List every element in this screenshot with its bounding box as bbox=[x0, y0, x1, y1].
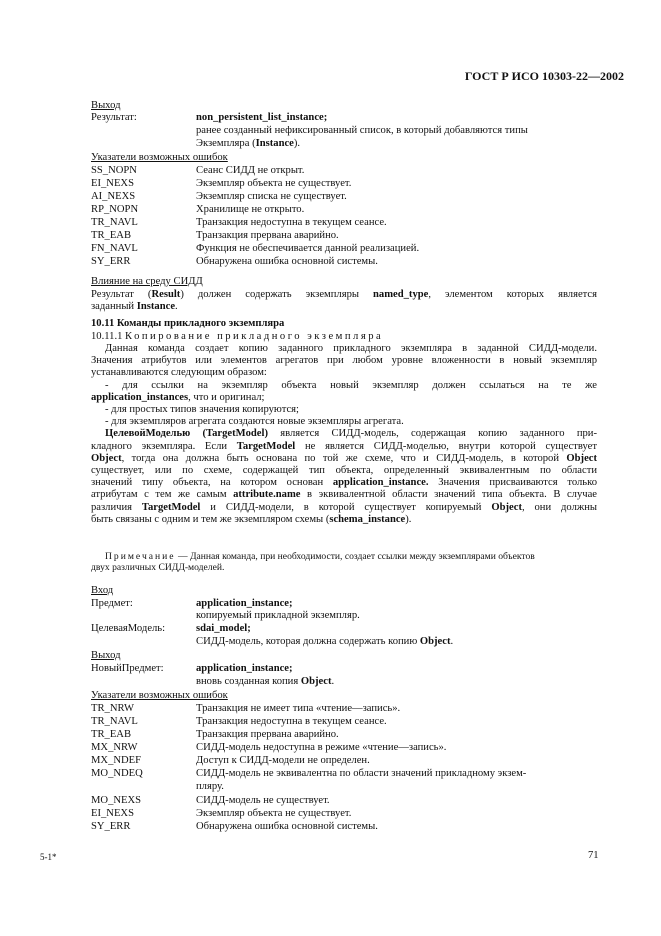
error-description: Транзакция недоступна в текущем сеансе. bbox=[196, 217, 387, 228]
error-description: Экземпляр объекта не существует. bbox=[196, 808, 352, 819]
output-heading: Выход bbox=[91, 100, 121, 111]
error-code: TR_EAB bbox=[91, 729, 132, 740]
error-description: Доступ к СИДД-модели не определен. bbox=[196, 755, 370, 766]
error-code: FN_NAVL bbox=[91, 243, 138, 254]
error-code: EI_NEXS bbox=[91, 178, 134, 189]
impact-heading: Влияние на среду СИДД bbox=[91, 276, 203, 287]
result-description: ранее созданный нефиксированный список, в который добавляются типы bbox=[196, 125, 528, 136]
result-value: non_persistent_list_instance; bbox=[196, 112, 328, 123]
subsection-title: 10.11.1 Копирование прикладного экземпляра bbox=[91, 331, 384, 342]
error-description: Транзакция прервана аварийно. bbox=[196, 230, 339, 241]
error-description: Транзакция недоступна в текущем сеансе. bbox=[196, 716, 387, 727]
error-description: Экземпляр объекта не существует. bbox=[196, 178, 352, 189]
error-code: SY_ERR bbox=[91, 821, 131, 832]
error-code: MX_NRW bbox=[91, 742, 138, 753]
error-code: AI_NEXS bbox=[91, 191, 136, 202]
target-model-value: sdai_model; bbox=[196, 623, 251, 634]
error-code: MO_NEXS bbox=[91, 795, 142, 806]
note: Примечание — Данная команда, при необходимости, создает ссылки между экземплярами объектов двух различных СИДД-моделей. bbox=[91, 551, 535, 574]
error-code: MO_NDEQ bbox=[91, 768, 143, 779]
error-description: Хранилище не открыто. bbox=[196, 204, 305, 215]
subject-value: application_instance; bbox=[196, 598, 293, 609]
error-description: СИДД-модель недоступна в режиме «чтение—запись». bbox=[196, 742, 447, 753]
error-code: TR_NAVL bbox=[91, 716, 138, 727]
error-code: SY_ERR bbox=[91, 256, 131, 267]
error-description: СИДД-модель не эквивалентна по области значений прикладному экзем- bbox=[196, 768, 527, 779]
error-code: RP_NOPN bbox=[91, 204, 139, 215]
error-description: Обнаружена ошибка основной системы. bbox=[196, 256, 378, 267]
error-code: TR_NAVL bbox=[91, 217, 138, 228]
body-text: Данная команда создает копию заданного прикладного экземпляра в заданной СИДД-модели. Значения атрибутов или элементов агрегатов при любом уровне вложенности в новый экземпляр устанавливаются следующим образом: - для ссылки на экземпляр объекта новый экземпляр должен ссылаться на те же application_instances, что и оригинал; - для простых типов значения копируются; - для экземпляров агрегата создаются новые экземпляры агрегата. ЦелевойМоделью (TargetModel) является СИДД-модель, содержащая копию заданного при- кладного экземпляра. Если TargetModel не является СИДД-моделью, внутри которой существует Object, тогда она должна быть основана по той же схеме, что и СИДД-модель, в которой Object существует, или по схеме, содержащей тип объекта, определенный эквивалентным по области значений типу объекта, на котором основан application_instance. Значения присваиваются только атрибутам с тем же самым attribute.name в эквивалентной области значений типа объекта. В случае различия TargetModel и СИДД-модели, в которой существует копируемый Object, они должны быть связаны с одним и тем же экземпляром схемы (schema_instance). bbox=[91, 343, 598, 525]
output-heading-2: Выход bbox=[91, 650, 121, 661]
result-label: Результат: bbox=[91, 112, 137, 123]
section-title: 10.11 Команды прикладного экземпляра bbox=[91, 318, 285, 329]
new-subject-label: НовыйПредмет: bbox=[91, 663, 164, 674]
new-subject-description: вновь созданная копия Object. bbox=[196, 676, 335, 687]
error-description: Функция не обеспечивается данной реализацией. bbox=[196, 243, 420, 254]
error-description: Экземпляр списка не существует. bbox=[196, 191, 347, 202]
result-description-2: Экземпляра (Instance). bbox=[196, 138, 301, 149]
error-description: Транзакция не имеет типа «чтение—запись». bbox=[196, 703, 401, 714]
errors-heading-2: Указатели возможных ошибок bbox=[91, 690, 228, 701]
error-code: EI_NEXS bbox=[91, 808, 134, 819]
error-description: СИДД-модель не существует. bbox=[196, 795, 330, 806]
error-code: MX_NDEF bbox=[91, 755, 142, 766]
document-code: ГОСТ Р ИСО 10303-22—2002 bbox=[464, 69, 624, 83]
subject-description: копируемый прикладной экземпляр. bbox=[196, 610, 360, 621]
error-description: Обнаружена ошибка основной системы. bbox=[196, 821, 378, 832]
input-heading: Вход bbox=[91, 585, 114, 596]
error-code: TR_EAB bbox=[91, 230, 132, 241]
error-description: Сеанс СИДД не открыт. bbox=[196, 165, 305, 176]
target-model-description: СИДД-модель, которая должна содержать копию Object. bbox=[196, 636, 454, 647]
target-model-label: ЦелеваяМодель: bbox=[91, 623, 166, 634]
error-code: SS_NOPN bbox=[91, 165, 137, 176]
new-subject-value: application_instance; bbox=[196, 663, 293, 674]
page-number: 71 bbox=[588, 850, 599, 861]
error-description: Транзакция прервана аварийно. bbox=[196, 729, 339, 740]
sheet-mark: 5-1* bbox=[40, 852, 57, 862]
subject-label: Предмет: bbox=[91, 598, 133, 609]
impact-text: Результат (Result) должен содержать экземпляры named_type, элементом которых является заданный Instance. bbox=[91, 289, 597, 313]
error-code: TR_NRW bbox=[91, 703, 134, 714]
errors-heading: Указатели возможных ошибок bbox=[91, 152, 228, 163]
error-description-continued: пляру. bbox=[196, 780, 224, 792]
